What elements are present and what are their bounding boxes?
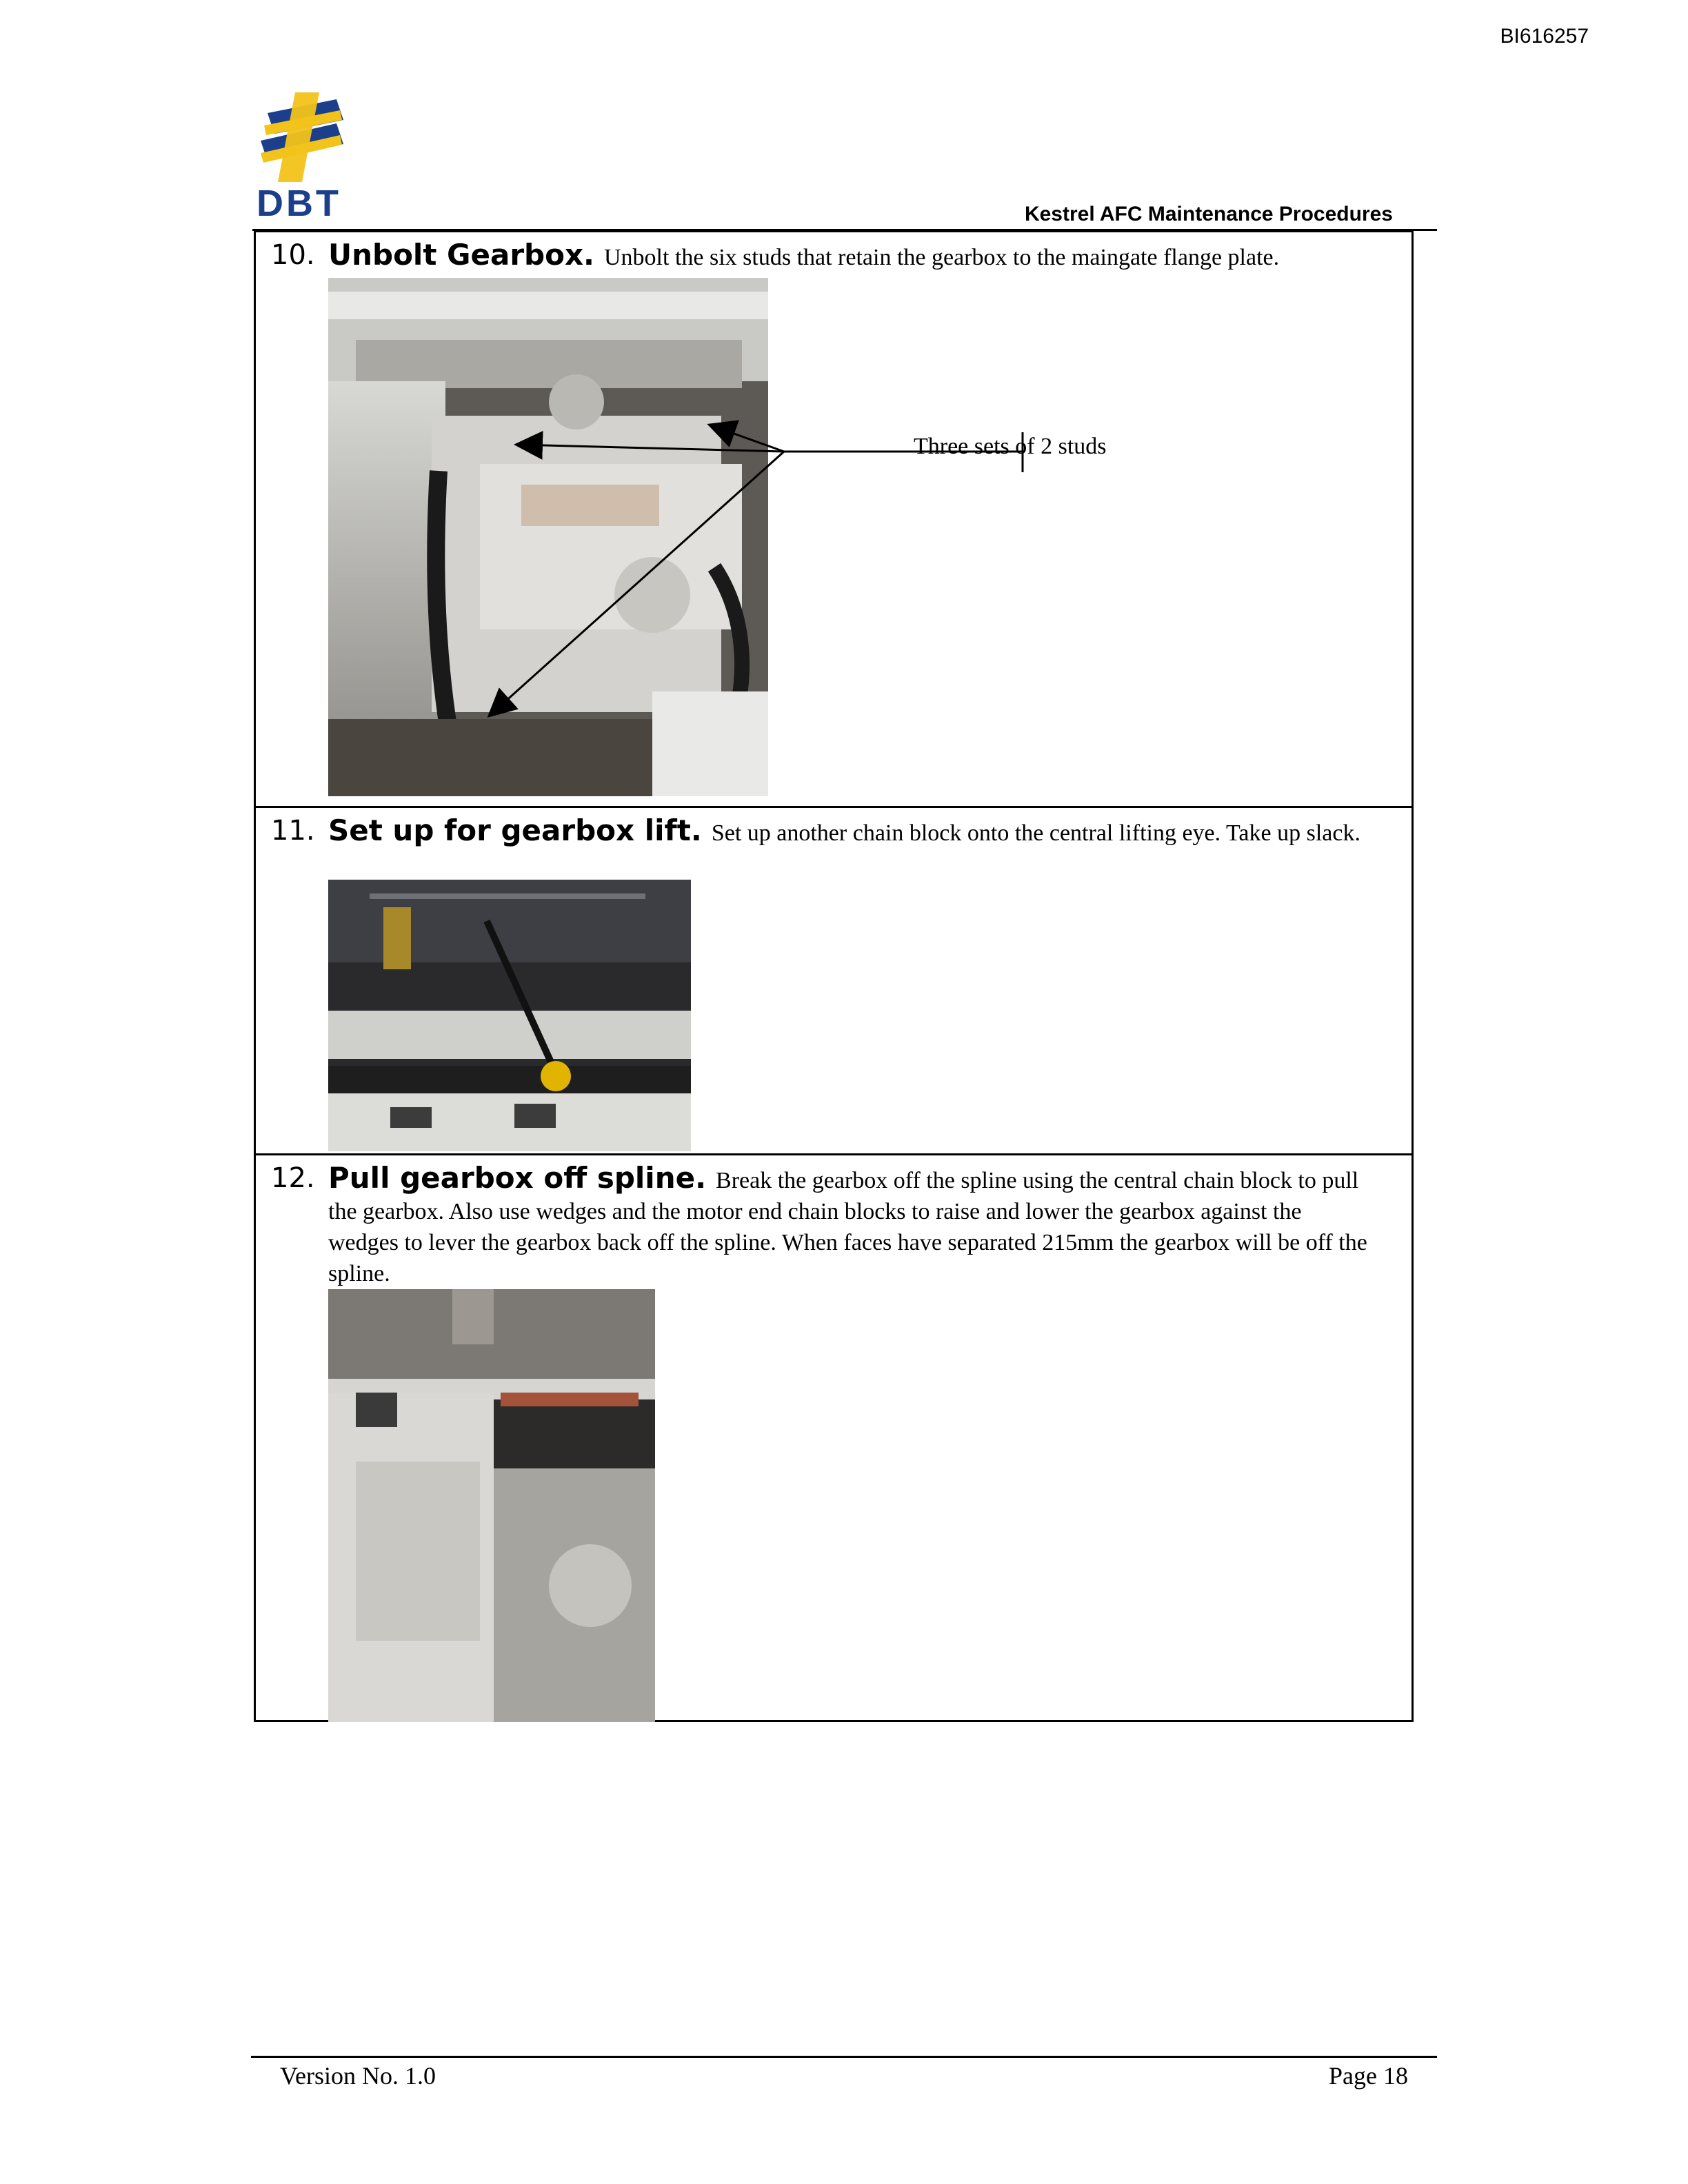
step-text: Break the gearbox off the spline using the central chain block to pull the gearbox. Also use wedges and the motor end chain blocks to raise and lower the gearbox against the wedges to lever the gearbox back off the spline. When faces have separated 215mm the gearbox will be off the spline. — [328, 1168, 1367, 1286]
gearbox-spline-photo — [328, 1289, 655, 1722]
document-id: BI616257 — [1500, 25, 1589, 48]
step-body — [328, 815, 1377, 849]
steps-table — [254, 230, 1414, 1722]
chain-block-photo — [328, 880, 691, 1151]
page-number: Page 18 — [1329, 2062, 1408, 2090]
step-number: 11. — [271, 815, 315, 847]
logo-wordmark: DBT — [257, 183, 341, 224]
document-title: Kestrel AFC Maintenance Procedures — [1024, 203, 1393, 225]
studs-callout: Three sets of 2 studs — [914, 434, 1107, 459]
step-title: Set up for gearbox lift. — [328, 813, 702, 847]
version-label: Version No. 1.0 — [280, 2062, 436, 2090]
step-12 — [256, 1153, 1411, 1723]
step-title: Pull gearbox off spline. — [328, 1161, 707, 1195]
step-number: 12. — [271, 1162, 315, 1194]
step-text: Unbolt the six studs that retain the gearbox to the maingate flange plate. — [604, 245, 1280, 270]
footer-divider — [251, 2056, 1437, 2058]
step-10 — [256, 232, 1411, 806]
step-number: 10. — [271, 239, 315, 271]
step-body — [328, 1162, 1377, 1289]
step-text: Set up another chain block onto the central lifting eye. Take up slack. — [711, 820, 1360, 846]
step-11 — [256, 806, 1411, 1153]
step-title: Unbolt Gearbox. — [328, 238, 594, 272]
callout-arrows — [256, 232, 1416, 806]
